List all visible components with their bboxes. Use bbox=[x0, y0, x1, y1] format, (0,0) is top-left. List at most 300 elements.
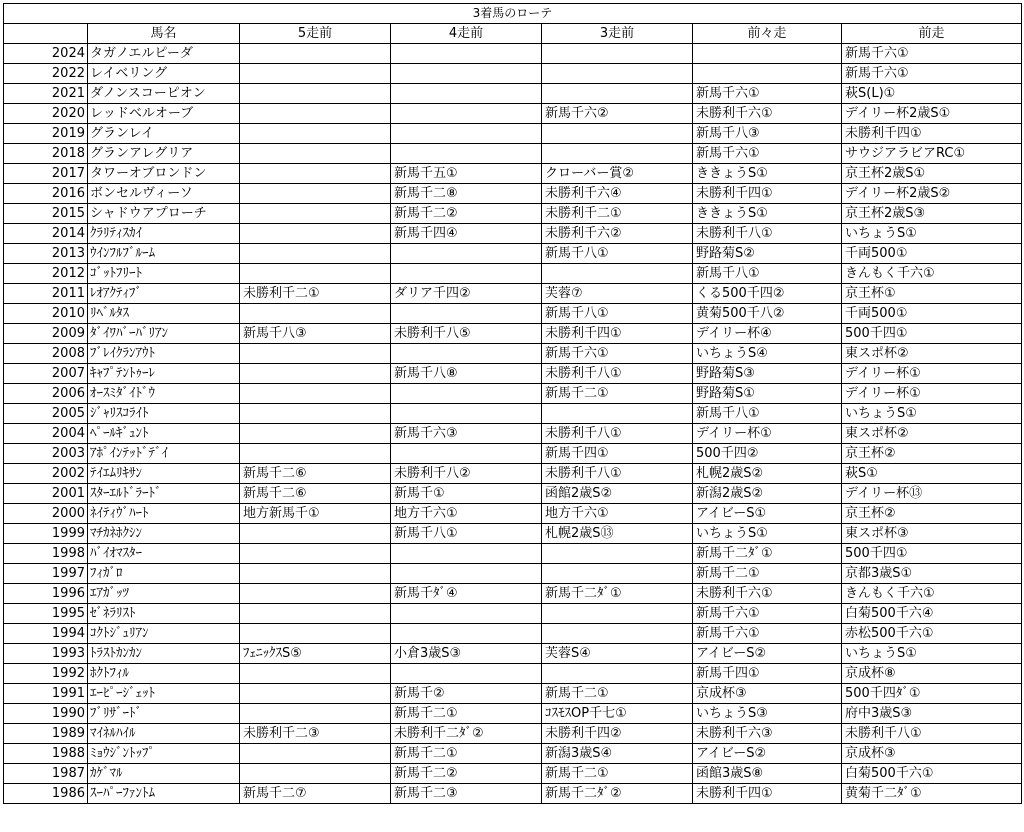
race-3-ago-cell: ｺｽﾓｽOP千七① bbox=[542, 704, 693, 724]
last-race-cell: 京成杯③ bbox=[842, 744, 1022, 764]
table-row bbox=[4, 524, 1022, 544]
race-2-ago-cell: いちょうS④ bbox=[693, 344, 842, 364]
last-race-cell: デイリー杯2歳S① bbox=[842, 104, 1022, 124]
last-race-cell: 東スポ杯② bbox=[842, 424, 1022, 444]
table-row bbox=[4, 324, 1022, 344]
race-2-ago-cell: 未勝利千六① bbox=[693, 584, 842, 604]
race-2-ago-cell: アイビーS② bbox=[693, 644, 842, 664]
race-2-ago-cell: 新潟2歳S② bbox=[693, 484, 842, 504]
race-5-ago-cell bbox=[240, 164, 391, 184]
last-race-cell: いちょうS① bbox=[842, 644, 1022, 664]
race-3-ago-cell: 未勝利千六② bbox=[542, 224, 693, 244]
race-5-ago-cell bbox=[240, 704, 391, 724]
race-4-ago-cell bbox=[391, 384, 542, 404]
horse-name-cell: ボンセルヴィーソ bbox=[88, 184, 240, 204]
table-row bbox=[4, 484, 1022, 504]
race-3-ago-cell: 未勝利千四① bbox=[542, 324, 693, 344]
table-row bbox=[4, 284, 1022, 304]
last-race-cell: きんもく千六① bbox=[842, 264, 1022, 284]
race-2-ago-cell: 新馬千四① bbox=[693, 664, 842, 684]
race-3-ago-cell bbox=[542, 404, 693, 424]
race-4-ago-cell: 新馬千② bbox=[391, 684, 542, 704]
last-race-cell: デイリー杯⑬ bbox=[842, 484, 1022, 504]
header-last-race: 前走 bbox=[842, 24, 1022, 44]
race-3-ago-cell: 函館2歳S② bbox=[542, 484, 693, 504]
race-5-ago-cell bbox=[240, 664, 391, 684]
year-cell: 1999 bbox=[4, 524, 88, 544]
race-5-ago-cell bbox=[240, 384, 391, 404]
race-4-ago-cell bbox=[391, 444, 542, 464]
race-3-ago-cell: 新馬千二ﾀﾞ① bbox=[542, 584, 693, 604]
race-4-ago-cell: 新馬千① bbox=[391, 484, 542, 504]
horse-name-cell: ﾎｸﾄﾌｨﾙ bbox=[88, 664, 240, 684]
last-race-cell: 京王杯2歳S③ bbox=[842, 204, 1022, 224]
year-cell: 2004 bbox=[4, 424, 88, 444]
rotation-table bbox=[3, 3, 1022, 804]
race-2-ago-cell: 新馬千二ﾀﾞ① bbox=[693, 544, 842, 564]
year-cell: 1988 bbox=[4, 744, 88, 764]
table-row bbox=[4, 704, 1022, 724]
horse-name-cell: ｷｬﾌﾟﾃﾝﾄｩｰﾚ bbox=[88, 364, 240, 384]
race-4-ago-cell: 新馬千六③ bbox=[391, 424, 542, 444]
race-2-ago-cell: 新馬千六① bbox=[693, 624, 842, 644]
year-cell: 1998 bbox=[4, 544, 88, 564]
year-cell: 2011 bbox=[4, 284, 88, 304]
year-cell: 2013 bbox=[4, 244, 88, 264]
last-race-cell: 京王杯② bbox=[842, 444, 1022, 464]
horse-name-cell: ｺﾞｯﾄﾌﾘｰﾄ bbox=[88, 264, 240, 284]
year-cell: 2008 bbox=[4, 344, 88, 364]
race-2-ago-cell: 野路菊S② bbox=[693, 244, 842, 264]
year-cell: 1995 bbox=[4, 604, 88, 624]
horse-name-cell: グランレイ bbox=[88, 124, 240, 144]
race-4-ago-cell: 未勝利千二ﾀﾞ② bbox=[391, 724, 542, 744]
race-3-ago-cell: 新馬千二① bbox=[542, 384, 693, 404]
year-cell: 1986 bbox=[4, 784, 88, 804]
race-5-ago-cell bbox=[240, 224, 391, 244]
race-5-ago-cell bbox=[240, 564, 391, 584]
race-3-ago-cell: 新馬千二① bbox=[542, 684, 693, 704]
year-cell: 2020 bbox=[4, 104, 88, 124]
year-cell: 1992 bbox=[4, 664, 88, 684]
last-race-cell: 京王杯② bbox=[842, 504, 1022, 524]
race-2-ago-cell: 新馬千六① bbox=[693, 84, 842, 104]
last-race-cell: 新馬千六① bbox=[842, 64, 1022, 84]
horse-name-cell: タワーオブロンドン bbox=[88, 164, 240, 184]
race-4-ago-cell bbox=[391, 264, 542, 284]
year-cell: 2018 bbox=[4, 144, 88, 164]
race-5-ago-cell: 新馬千二⑦ bbox=[240, 784, 391, 804]
table-row bbox=[4, 464, 1022, 484]
table-row bbox=[4, 564, 1022, 584]
last-race-cell: 京王杯① bbox=[842, 284, 1022, 304]
last-race-cell: 千両500① bbox=[842, 244, 1022, 264]
last-race-cell: 東スポ杯③ bbox=[842, 524, 1022, 544]
race-2-ago-cell bbox=[693, 44, 842, 64]
race-5-ago-cell bbox=[240, 764, 391, 784]
race-5-ago-cell: 新馬千二⑥ bbox=[240, 484, 391, 504]
last-race-cell: 京王杯2歳S① bbox=[842, 164, 1022, 184]
race-3-ago-cell: 新馬千八① bbox=[542, 244, 693, 264]
year-cell: 2017 bbox=[4, 164, 88, 184]
race-5-ago-cell bbox=[240, 204, 391, 224]
race-5-ago-cell: ﾌｪﾆｯｸｽS⑤ bbox=[240, 644, 391, 664]
table-row bbox=[4, 364, 1022, 384]
year-cell: 2003 bbox=[4, 444, 88, 464]
horse-name-cell: ﾏｲﾈﾙﾊｲﾙ bbox=[88, 724, 240, 744]
table-row bbox=[4, 204, 1022, 224]
table-row bbox=[4, 124, 1022, 144]
race-5-ago-cell bbox=[240, 104, 391, 124]
horse-name-cell: ｼﾞｬﾘｽｺﾗｲﾄ bbox=[88, 404, 240, 424]
year-cell: 2015 bbox=[4, 204, 88, 224]
race-5-ago-cell bbox=[240, 184, 391, 204]
race-4-ago-cell: 新馬千二① bbox=[391, 704, 542, 724]
race-2-ago-cell: デイリー杯④ bbox=[693, 324, 842, 344]
last-race-cell: 500千四ﾀﾞ① bbox=[842, 684, 1022, 704]
last-race-cell: デイリー杯① bbox=[842, 364, 1022, 384]
race-2-ago-cell: 札幌2歳S② bbox=[693, 464, 842, 484]
race-3-ago-cell: 未勝利千六④ bbox=[542, 184, 693, 204]
header-2-races-ago: 前々走 bbox=[693, 24, 842, 44]
race-4-ago-cell bbox=[391, 624, 542, 644]
race-5-ago-cell bbox=[240, 684, 391, 704]
table-row bbox=[4, 384, 1022, 404]
last-race-cell: 500千四① bbox=[842, 324, 1022, 344]
race-5-ago-cell: 未勝利千二③ bbox=[240, 724, 391, 744]
horse-name-cell: ﾄﾗｽﾄｶﾝｶﾝ bbox=[88, 644, 240, 664]
race-2-ago-cell: 未勝利千六③ bbox=[693, 724, 842, 744]
race-4-ago-cell bbox=[391, 44, 542, 64]
table-row bbox=[4, 64, 1022, 84]
race-3-ago-cell: 札幌2歳S⑬ bbox=[542, 524, 693, 544]
last-race-cell: 白菊500千六① bbox=[842, 764, 1022, 784]
last-race-cell: 赤松500千六① bbox=[842, 624, 1022, 644]
race-2-ago-cell: いちょうS① bbox=[693, 524, 842, 544]
header-4-races-ago: 4走前 bbox=[391, 24, 542, 44]
horse-name-cell: レイベリング bbox=[88, 64, 240, 84]
race-3-ago-cell: 芙蓉S④ bbox=[542, 644, 693, 664]
year-cell: 2007 bbox=[4, 364, 88, 384]
race-3-ago-cell bbox=[542, 624, 693, 644]
race-4-ago-cell: 新馬千二② bbox=[391, 204, 542, 224]
race-4-ago-cell: 新馬千八① bbox=[391, 524, 542, 544]
race-5-ago-cell bbox=[240, 244, 391, 264]
horse-name-cell: グランアレグリア bbox=[88, 144, 240, 164]
table-row bbox=[4, 304, 1022, 324]
horse-name-cell: ｽｰﾊﾟｰﾌｧﾝﾄﾑ bbox=[88, 784, 240, 804]
race-2-ago-cell: 未勝利千六① bbox=[693, 104, 842, 124]
table-row bbox=[4, 444, 1022, 464]
race-3-ago-cell: 新潟3歳S④ bbox=[542, 744, 693, 764]
race-5-ago-cell bbox=[240, 624, 391, 644]
horse-name-cell: ﾍﾟｰﾙｷﾞｭﾝﾄ bbox=[88, 424, 240, 444]
race-4-ago-cell: 新馬千二③ bbox=[391, 784, 542, 804]
race-4-ago-cell bbox=[391, 84, 542, 104]
race-3-ago-cell: 未勝利千二① bbox=[542, 204, 693, 224]
year-cell: 2010 bbox=[4, 304, 88, 324]
race-4-ago-cell: 新馬千八⑧ bbox=[391, 364, 542, 384]
horse-name-cell: タガノエルピーダ bbox=[88, 44, 240, 64]
table-row bbox=[4, 504, 1022, 524]
year-cell: 1987 bbox=[4, 764, 88, 784]
race-4-ago-cell bbox=[391, 104, 542, 124]
year-cell: 1996 bbox=[4, 584, 88, 604]
header-row bbox=[4, 24, 1022, 44]
race-3-ago-cell bbox=[542, 124, 693, 144]
race-4-ago-cell: 新馬千二② bbox=[391, 764, 542, 784]
race-2-ago-cell: アイビーS② bbox=[693, 744, 842, 764]
last-race-cell: 未勝利千四① bbox=[842, 124, 1022, 144]
race-3-ago-cell: 未勝利千八① bbox=[542, 364, 693, 384]
race-4-ago-cell bbox=[391, 664, 542, 684]
table-row bbox=[4, 744, 1022, 764]
year-cell: 2021 bbox=[4, 84, 88, 104]
horse-name-cell: ﾌｨｶﾞﾛ bbox=[88, 564, 240, 584]
table-row bbox=[4, 224, 1022, 244]
race-3-ago-cell bbox=[542, 264, 693, 284]
race-5-ago-cell: 地方新馬千① bbox=[240, 504, 391, 524]
year-cell: 2005 bbox=[4, 404, 88, 424]
race-4-ago-cell bbox=[391, 124, 542, 144]
year-cell: 2016 bbox=[4, 184, 88, 204]
horse-name-cell: ダノンスコーピオン bbox=[88, 84, 240, 104]
race-2-ago-cell: くる500千四② bbox=[693, 284, 842, 304]
race-5-ago-cell bbox=[240, 124, 391, 144]
race-2-ago-cell: 新馬千八① bbox=[693, 264, 842, 284]
last-race-cell: いちょうS① bbox=[842, 224, 1022, 244]
horse-name-cell: ｳｲﾝﾌﾙﾌﾞﾙｰﾑ bbox=[88, 244, 240, 264]
table-row bbox=[4, 84, 1022, 104]
race-2-ago-cell: 野路菊S③ bbox=[693, 364, 842, 384]
race-4-ago-cell bbox=[391, 344, 542, 364]
race-3-ago-cell bbox=[542, 664, 693, 684]
horse-name-cell: ﾘﾍﾞﾙﾀｽ bbox=[88, 304, 240, 324]
horse-name-cell: ﾌﾞﾚｲｸﾗﾝｱｳﾄ bbox=[88, 344, 240, 364]
table-row bbox=[4, 404, 1022, 424]
race-3-ago-cell: 新馬千八① bbox=[542, 304, 693, 324]
year-cell: 2022 bbox=[4, 64, 88, 84]
race-4-ago-cell bbox=[391, 404, 542, 424]
table-title: 3着馬のローテ bbox=[4, 4, 1022, 24]
horse-name-cell: ﾌﾞﾘｻﾞｰﾄﾞ bbox=[88, 704, 240, 724]
race-2-ago-cell: 新馬千八③ bbox=[693, 124, 842, 144]
race-5-ago-cell bbox=[240, 424, 391, 444]
race-2-ago-cell: 未勝利千四① bbox=[693, 184, 842, 204]
race-4-ago-cell bbox=[391, 304, 542, 324]
year-cell: 2001 bbox=[4, 484, 88, 504]
race-2-ago-cell: 未勝利千四① bbox=[693, 784, 842, 804]
race-5-ago-cell: 新馬千八③ bbox=[240, 324, 391, 344]
horse-name-cell: ﾏﾁｶﾈﾎｸｼﾝ bbox=[88, 524, 240, 544]
race-3-ago-cell bbox=[542, 64, 693, 84]
race-3-ago-cell bbox=[542, 144, 693, 164]
header-horse-name: 馬名 bbox=[88, 24, 240, 44]
race-5-ago-cell bbox=[240, 404, 391, 424]
race-5-ago-cell bbox=[240, 524, 391, 544]
year-cell: 1993 bbox=[4, 644, 88, 664]
race-3-ago-cell: 地方千六① bbox=[542, 504, 693, 524]
race-2-ago-cell: ききょうS① bbox=[693, 164, 842, 184]
table-row bbox=[4, 424, 1022, 444]
last-race-cell: 京成杯⑧ bbox=[842, 664, 1022, 684]
table-row bbox=[4, 164, 1022, 184]
table-row bbox=[4, 764, 1022, 784]
race-5-ago-cell bbox=[240, 544, 391, 564]
table-row bbox=[4, 544, 1022, 564]
race-4-ago-cell: 新馬千二① bbox=[391, 744, 542, 764]
race-4-ago-cell: 新馬千ﾀﾞ④ bbox=[391, 584, 542, 604]
last-race-cell: 萩S① bbox=[842, 464, 1022, 484]
horse-name-cell: ｱﾎﾟｲﾝﾃｯﾄﾞﾃﾞｲ bbox=[88, 444, 240, 464]
race-4-ago-cell bbox=[391, 244, 542, 264]
year-cell: 2024 bbox=[4, 44, 88, 64]
header-year bbox=[4, 24, 88, 44]
race-3-ago-cell: 未勝利千四② bbox=[542, 724, 693, 744]
race-5-ago-cell: 未勝利千二① bbox=[240, 284, 391, 304]
race-3-ago-cell bbox=[542, 544, 693, 564]
table-row bbox=[4, 244, 1022, 264]
race-5-ago-cell bbox=[240, 84, 391, 104]
last-race-cell: 500千四① bbox=[842, 544, 1022, 564]
race-3-ago-cell: 新馬千四① bbox=[542, 444, 693, 464]
race-2-ago-cell: 函館3歳S⑧ bbox=[693, 764, 842, 784]
race-3-ago-cell bbox=[542, 84, 693, 104]
race-5-ago-cell bbox=[240, 344, 391, 364]
horse-name-cell: ﾀﾞｲﾜﾊﾞｰﾊﾞﾘｱﾝ bbox=[88, 324, 240, 344]
race-2-ago-cell: 未勝利千八① bbox=[693, 224, 842, 244]
last-race-cell: 白菊500千六④ bbox=[842, 604, 1022, 624]
horse-name-cell: ｴｰﾋﾟｰｼﾞｪｯﾄ bbox=[88, 684, 240, 704]
last-race-cell: デイリー杯① bbox=[842, 384, 1022, 404]
year-cell: 2006 bbox=[4, 384, 88, 404]
race-5-ago-cell bbox=[240, 264, 391, 284]
race-3-ago-cell bbox=[542, 564, 693, 584]
header-3-races-ago: 3走前 bbox=[542, 24, 693, 44]
year-cell: 1989 bbox=[4, 724, 88, 744]
header-5-races-ago: 5走前 bbox=[240, 24, 391, 44]
table-row bbox=[4, 644, 1022, 664]
last-race-cell: 未勝利千八① bbox=[842, 724, 1022, 744]
last-race-cell: サウジアラビアRC① bbox=[842, 144, 1022, 164]
race-3-ago-cell: 芙蓉⑦ bbox=[542, 284, 693, 304]
race-3-ago-cell: クローバー賞② bbox=[542, 164, 693, 184]
race-4-ago-cell: ダリア千四② bbox=[391, 284, 542, 304]
year-cell: 1991 bbox=[4, 684, 88, 704]
race-3-ago-cell: 新馬千二ﾀﾞ② bbox=[542, 784, 693, 804]
year-cell: 2019 bbox=[4, 124, 88, 144]
horse-name-cell: ﾊﾞｲｵﾏｽﾀｰ bbox=[88, 544, 240, 564]
race-4-ago-cell: 小倉3歳S③ bbox=[391, 644, 542, 664]
table-row bbox=[4, 44, 1022, 64]
last-race-cell: 萩S(L)① bbox=[842, 84, 1022, 104]
horse-name-cell: ｺｸﾄｼﾞｭﾘｱﾝ bbox=[88, 624, 240, 644]
race-2-ago-cell bbox=[693, 64, 842, 84]
race-4-ago-cell bbox=[391, 64, 542, 84]
race-2-ago-cell: 500千四② bbox=[693, 444, 842, 464]
race-3-ago-cell bbox=[542, 604, 693, 624]
last-race-cell: 千両500① bbox=[842, 304, 1022, 324]
race-3-ago-cell: 未勝利千八① bbox=[542, 424, 693, 444]
table-row bbox=[4, 144, 1022, 164]
race-5-ago-cell bbox=[240, 604, 391, 624]
race-5-ago-cell: 新馬千二⑥ bbox=[240, 464, 391, 484]
race-3-ago-cell: 新馬千二① bbox=[542, 764, 693, 784]
race-4-ago-cell: 新馬千四④ bbox=[391, 224, 542, 244]
table-row bbox=[4, 624, 1022, 644]
race-2-ago-cell: デイリー杯① bbox=[693, 424, 842, 444]
race-2-ago-cell: 新馬千六① bbox=[693, 144, 842, 164]
table-row bbox=[4, 664, 1022, 684]
race-2-ago-cell: 京成杯③ bbox=[693, 684, 842, 704]
race-2-ago-cell: 新馬千八① bbox=[693, 404, 842, 424]
last-race-cell: 府中3歳S③ bbox=[842, 704, 1022, 724]
race-4-ago-cell bbox=[391, 144, 542, 164]
table-row bbox=[4, 104, 1022, 124]
year-cell: 2002 bbox=[4, 464, 88, 484]
table-row bbox=[4, 184, 1022, 204]
horse-name-cell: ｵｰｽﾐﾀﾞｲﾄﾞｳ bbox=[88, 384, 240, 404]
horse-name-cell: ﾐｮｳｼﾞﾝﾄｯﾌﾟ bbox=[88, 744, 240, 764]
horse-name-cell: ｴｱｶﾞｯﾂ bbox=[88, 584, 240, 604]
race-5-ago-cell bbox=[240, 304, 391, 324]
race-2-ago-cell: 野路菊S① bbox=[693, 384, 842, 404]
race-5-ago-cell bbox=[240, 364, 391, 384]
last-race-cell: 東スポ杯② bbox=[842, 344, 1022, 364]
year-cell: 2012 bbox=[4, 264, 88, 284]
horse-name-cell: ｶｹﾞﾏﾙ bbox=[88, 764, 240, 784]
table-row bbox=[4, 724, 1022, 744]
table-row bbox=[4, 684, 1022, 704]
race-5-ago-cell bbox=[240, 44, 391, 64]
table-row bbox=[4, 344, 1022, 364]
horse-name-cell: ｽﾀｰｴﾙﾄﾞﾗｰﾄﾞ bbox=[88, 484, 240, 504]
table-row bbox=[4, 784, 1022, 804]
race-2-ago-cell: 新馬千二① bbox=[693, 564, 842, 584]
race-4-ago-cell bbox=[391, 564, 542, 584]
race-2-ago-cell: いちょうS③ bbox=[693, 704, 842, 724]
race-3-ago-cell: 新馬千六① bbox=[542, 344, 693, 364]
last-race-cell: いちょうS① bbox=[842, 404, 1022, 424]
last-race-cell: 新馬千六① bbox=[842, 44, 1022, 64]
race-5-ago-cell bbox=[240, 744, 391, 764]
race-5-ago-cell bbox=[240, 144, 391, 164]
table-row bbox=[4, 604, 1022, 624]
year-cell: 2014 bbox=[4, 224, 88, 244]
last-race-cell: 京都3歳S① bbox=[842, 564, 1022, 584]
race-4-ago-cell: 未勝利千八⑤ bbox=[391, 324, 542, 344]
horse-name-cell: ﾃｲｴﾑﾘｷｻﾝ bbox=[88, 464, 240, 484]
year-cell: 1994 bbox=[4, 624, 88, 644]
table-row bbox=[4, 584, 1022, 604]
year-cell: 1997 bbox=[4, 564, 88, 584]
race-2-ago-cell: 新馬千六① bbox=[693, 604, 842, 624]
horse-name-cell: レッドベルオーブ bbox=[88, 104, 240, 124]
race-4-ago-cell: 新馬千二⑧ bbox=[391, 184, 542, 204]
horse-name-cell: ﾈｲﾃｨｳﾞﾊｰﾄ bbox=[88, 504, 240, 524]
horse-name-cell: シャドウアプローチ bbox=[88, 204, 240, 224]
last-race-cell: きんもく千六① bbox=[842, 584, 1022, 604]
race-4-ago-cell: 新馬千五① bbox=[391, 164, 542, 184]
race-4-ago-cell: 地方千六① bbox=[391, 504, 542, 524]
race-3-ago-cell: 未勝利千八① bbox=[542, 464, 693, 484]
race-4-ago-cell bbox=[391, 544, 542, 564]
year-cell: 2009 bbox=[4, 324, 88, 344]
year-cell: 1990 bbox=[4, 704, 88, 724]
year-cell: 2000 bbox=[4, 504, 88, 524]
horse-name-cell: ﾚｵｱｸﾃｨﾌﾞ bbox=[88, 284, 240, 304]
race-4-ago-cell: 未勝利千八② bbox=[391, 464, 542, 484]
